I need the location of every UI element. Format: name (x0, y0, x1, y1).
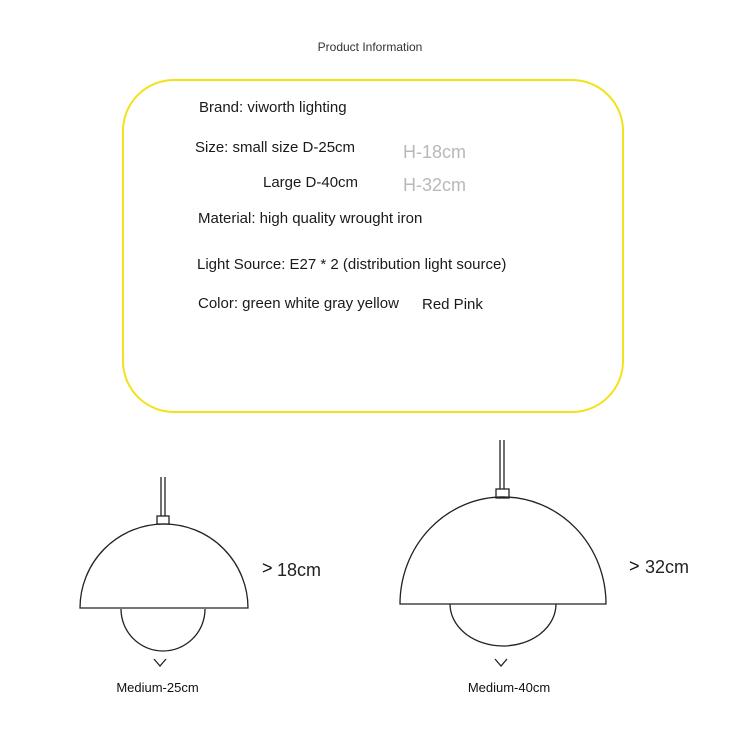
page-title: Product Information (317, 40, 423, 54)
large-height-label: 32cm (645, 557, 690, 577)
color-line: Color: green white gray yellow (198, 295, 399, 312)
light-source-line: Light Source: E27 * 2 (distribution light source) (197, 256, 507, 273)
size-large-line: Large D-40cm (263, 174, 359, 191)
small-height-label: 18cm (277, 560, 322, 580)
large-lamp-illustration (400, 440, 606, 666)
size-small-line: Size: small size D-25cm (195, 139, 356, 156)
small-lamp-illustration (80, 477, 248, 666)
large-lamp-caption: Medium-40cm (467, 680, 551, 695)
small-height-marker-icon: > (262, 558, 273, 578)
material-line: Material: high quality wrought iron (198, 210, 423, 227)
color-extra-line: Red Pink (422, 296, 483, 313)
size-large-height: H-32cm (403, 175, 467, 195)
large-height-marker-icon: > (629, 556, 640, 576)
size-small-height: H-18cm (403, 142, 467, 162)
brand-line: Brand: viworth lighting (199, 99, 347, 116)
small-lamp-caption: Medium-25cm (116, 680, 199, 695)
